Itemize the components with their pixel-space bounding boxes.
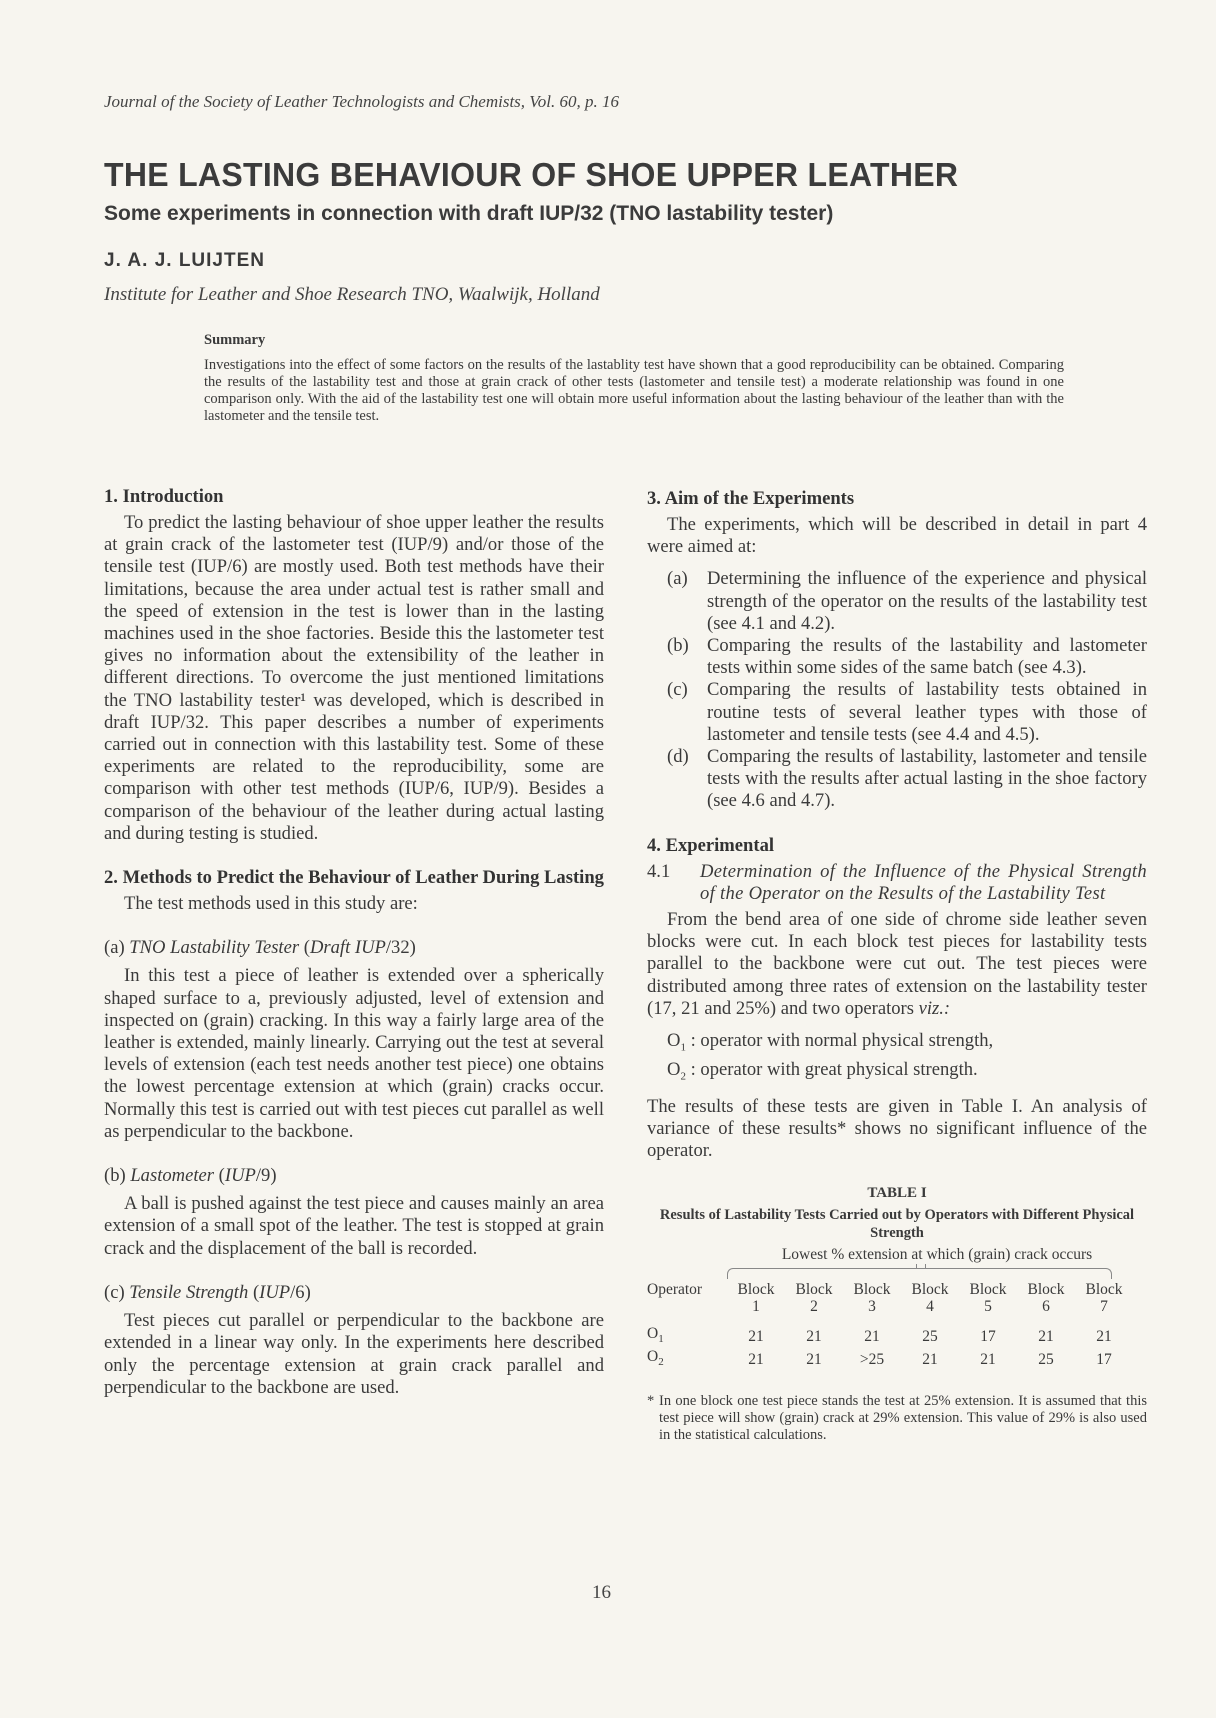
page-number: 16 <box>592 1582 611 1603</box>
method-a-text: In this test a piece of leather is extended over a spherically shaped surface to a, previously adjusted, level of extension and inspected on (grain) cracking. In this way a fairly large area of the leather is extended, mainly linearly. Carrying out the test at several levels of extension (each test needs another test piece) one obtains the lowest percentage extension at which (grain) cracks occur. Normally this test is carried out with test pieces cut parallel as well as perpendicular to the backbone. <box>104 965 604 1142</box>
aim-item: (c) Comparing the results of lastability tests obtained in routine tests of several leather types with those of lastometer and tensile tests (see 4.4 and 4.5). <box>667 679 1147 745</box>
table-row: $O_1$ 21 21 21 25 17 21 21 <box>647 1325 1112 1346</box>
table-header-row <box>647 1281 1133 1315</box>
article-subtitle: Some experiments in connection with draft IUP/32 (TNO lastability tester) <box>104 202 834 225</box>
aim-item: (a) Determining the influence of the experience and physical strength of the operator on the results of the lastability test (see 4.1 and 4.2). <box>667 568 1147 634</box>
operator-header: Operator <box>647 1281 703 1299</box>
article-title: THE LASTING BEHAVIOUR OF SHOE UPPER LEATHER <box>104 156 959 193</box>
subsection-4-1-heading: 4.1 Determination of the Influence of the Physical Strength of the Operator on the Results of the Lastability Test <box>647 860 1147 904</box>
operator-list <box>667 1030 1147 1087</box>
right-column <box>647 488 1147 1444</box>
method-c-heading: (c) Tensile Strength (IUP/6) <box>104 1281 311 1303</box>
table-footnote <box>647 1393 1147 1444</box>
aim-item: (b) Comparing the results of the lastability and lastometer tests within some sides of the same batch (see 4.3). <box>667 635 1147 679</box>
method-b-text: A ball is pushed against the test piece and causes mainly an area extension of a small spot of the leather. The test is stopped at grain crack and the displacement of the ball is recorded. <box>104 1193 604 1259</box>
brace-icon <box>727 1268 1112 1279</box>
aim-list <box>647 568 1147 812</box>
aim-item: (d) Comparing the results of lastability, lastometer and tensile tests with the results after actual lasting in the shoe factory (see 4.6 and 4.7). <box>667 746 1147 812</box>
block-header: Block 4 <box>911 1281 949 1316</box>
introduction-text: To predict the lasting behaviour of shoe upper leather the results at grain crack of the lastometer test (IUP/9) and/or those of the tensile test (IUP/6) are mostly used. Both test methods have their limitations, because the area under actual test is rather small and the speed of extension in the test is lower than in the lasting machines used in the shoe factories. Beside this the lastometer test gives no information about the extensibility of the leather in different directions. To overcome the just mentioned limitations the TNO lastability tester¹ was developed, which is described in draft IUP/32. This paper describes a number of experiments carried out in connection with this lastability test. Some of these experiments are related to the reproducibility, some are comparison with other test methods (IUP/6, IUP/9). Besides a comparison of the behaviour of the leather during actual lasting and during testing is studied. <box>104 512 604 844</box>
results-table <box>647 1281 1133 1371</box>
author-affiliation: Institute for Leather and Shoe Research TNO, Waalwijk, Holland <box>104 284 600 305</box>
table-caption: Results of Lastability Tests Carried out by Operators with Different Physical Strength <box>659 1207 1135 1242</box>
table-1 <box>647 1184 1147 1371</box>
block-header: Block 7 <box>1085 1281 1123 1316</box>
block-header: Block 1 <box>737 1281 775 1316</box>
table-span-label: Lowest % extension at which (grain) crack occurs <box>781 1246 1093 1264</box>
block-header: Block 5 <box>969 1281 1007 1316</box>
methods-intro: The test methods used in this study are: <box>124 893 418 915</box>
section-heading-methods: 2. Methods to Predict the Behaviour of Leather During Lasting <box>104 867 604 889</box>
method-b-heading: (b) Lastometer (IUP/9) <box>104 1165 277 1187</box>
footnote-marker: * <box>647 1393 655 1410</box>
block-header: Block 2 <box>795 1281 833 1316</box>
summary-text: Investigations into the effect of some factors on the results of the lastablity test have shown that a good reproducibility can be obtained. Comparing the results of the lastability test and those at grain crack of other tests (lastometer and tensile test) a moderate relationship was found in one comparison only. With the aid of the lastability test one will obtain more useful information about the lasting behaviour of the leather than with the lastometer and the tensile test. <box>204 357 1064 424</box>
method-c-text: Test pieces cut parallel or perpendicular to the backbone are extended in a linear way only. In the experiments here described only the percentage extension at grain crack parallel and perpendicular to the backbone are used. <box>104 1310 604 1398</box>
section-heading-experimental: 4. Experimental <box>647 834 775 856</box>
section-heading-introduction: 1. Introduction <box>104 486 224 507</box>
author-name: J. A. J. LUIJTEN <box>104 250 265 271</box>
method-a-heading: (a) TNO Lastability Tester (Draft IUP/32) <box>104 937 416 959</box>
summary-label: Summary <box>204 332 266 348</box>
left-column <box>104 486 604 1399</box>
operator-item: $O_2$ : operator with great physical strength. <box>667 1058 978 1083</box>
journal-citation: Journal of the Society of Leather Technologists and Chemists, Vol. 60, p. 16 <box>104 92 620 111</box>
table-row: $O_2$ 21 21 >25 21 21 25 17 <box>647 1348 1112 1369</box>
aim-intro: The experiments, which will be described in detail in part 4 were aimed at: <box>647 514 1147 558</box>
block-header: Block 6 <box>1027 1281 1065 1316</box>
experimental-para-1: From the bend area of one side of chrome side leather seven blocks were cut. In each block test pieces for lastability tests parallel to the backbone were cut out. The test pieces were distributed among three rates of extension on the lastability tester (17, 21 and 25%) and two operators viz.: <box>647 909 1147 1019</box>
table-label: TABLE I <box>867 1185 927 1202</box>
footnote-text: In one block one test piece stands the test at 25% extension. It is assumed that this test piece will show (grain) crack at 29% extension. This value of 29% is also used in the statistical calculations. <box>659 1393 1147 1444</box>
experimental-para-2: The results of these tests are given in Table I. An analysis of variance of these results* shows no significant influence of the operator. <box>647 1095 1147 1161</box>
section-heading-aim: 3. Aim of the Experiments <box>647 488 855 509</box>
operator-item: $O_1$ : operator with normal physical strength, <box>667 1030 994 1054</box>
summary-block <box>204 332 1064 425</box>
block-header: Block 3 <box>853 1281 891 1316</box>
